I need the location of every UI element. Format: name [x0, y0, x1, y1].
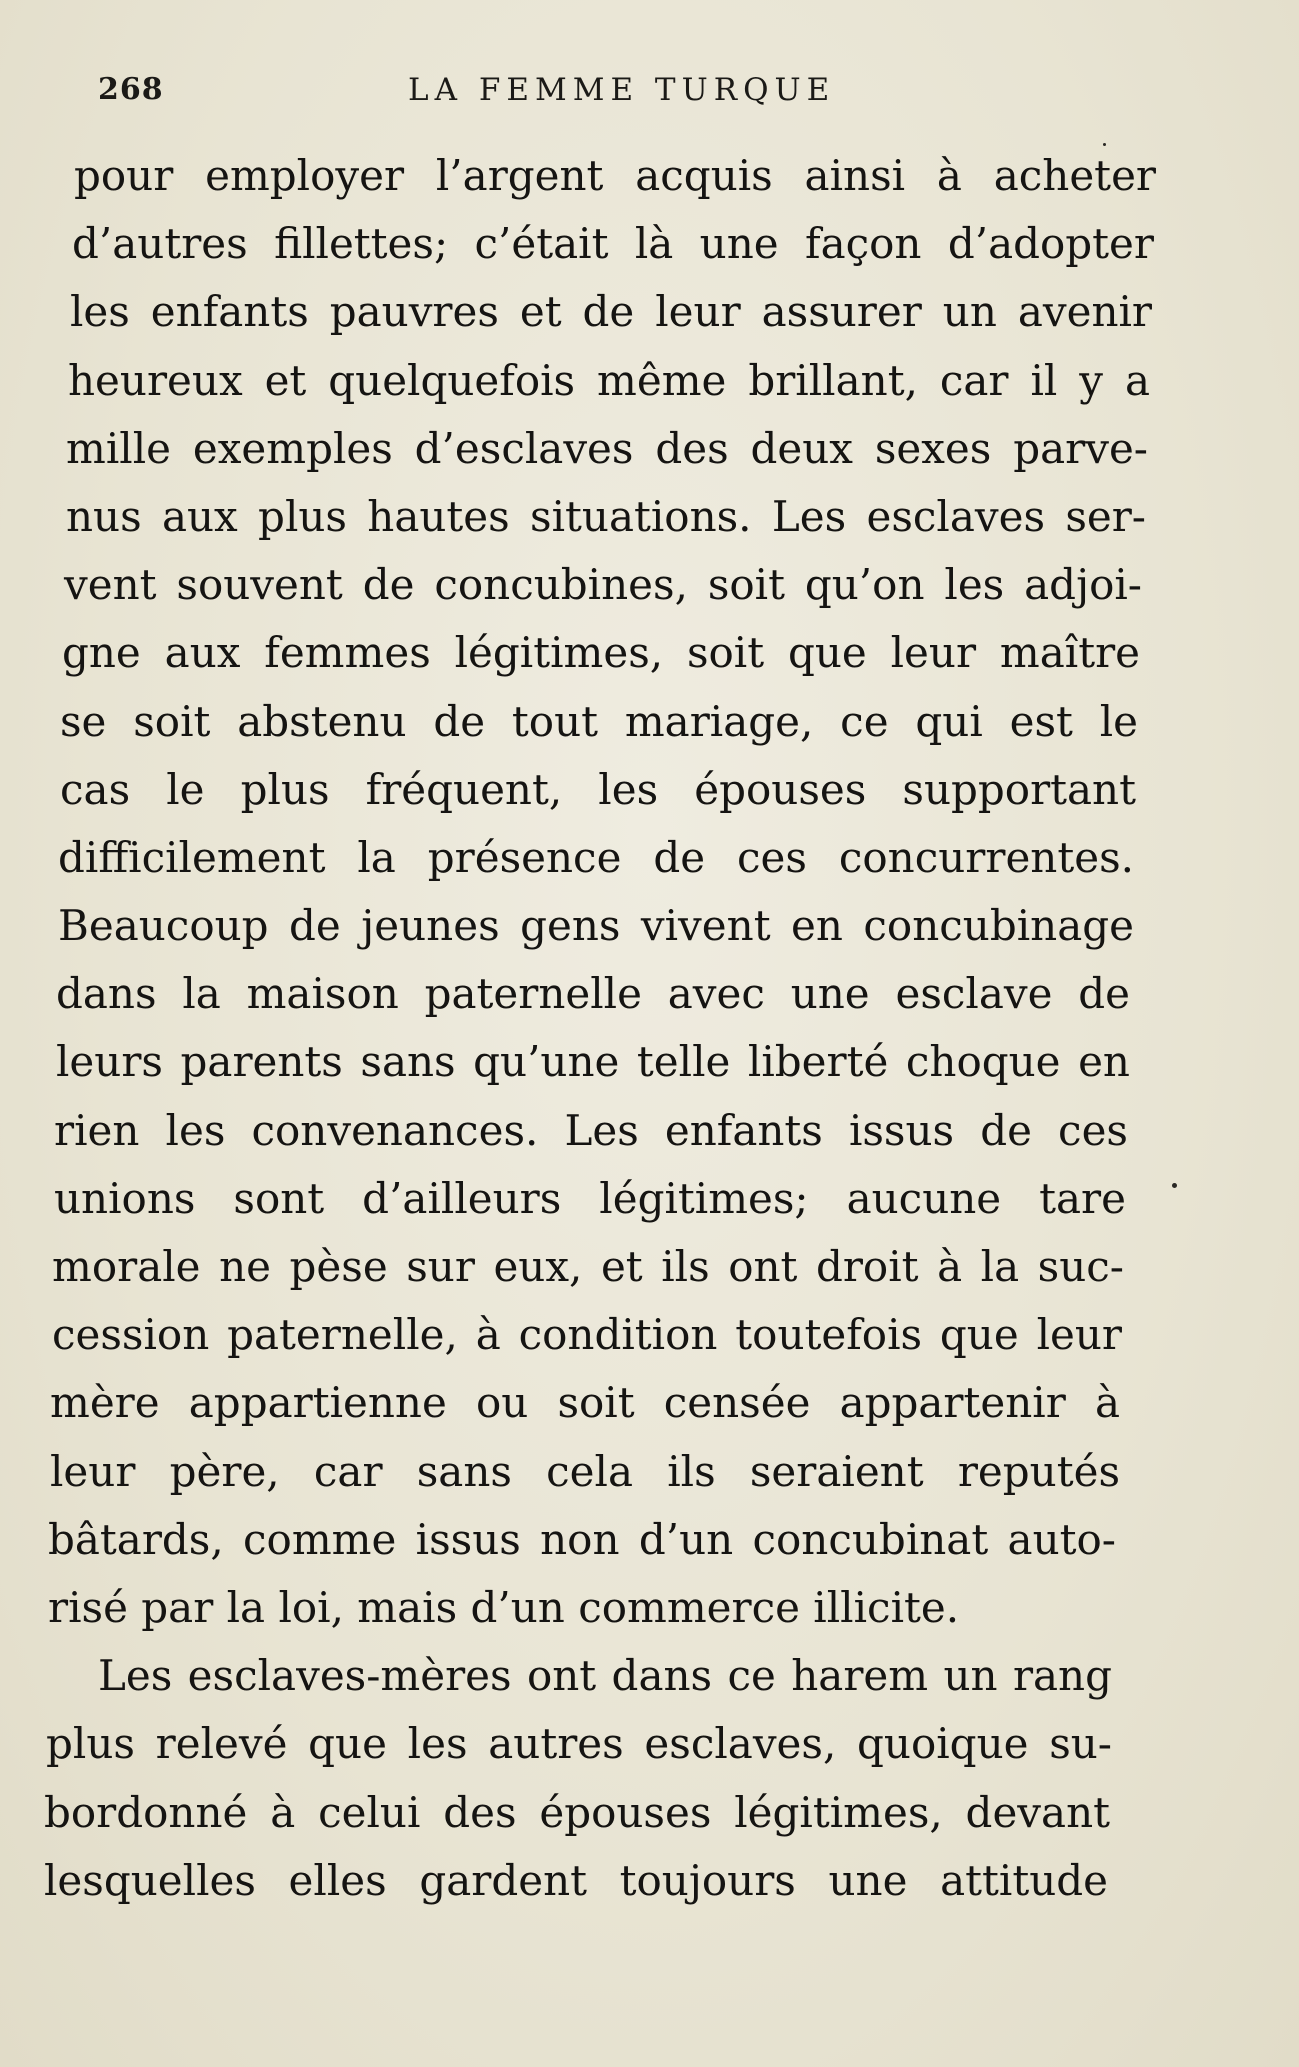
- text-line: mère appartienne ou soit censée appartenir à: [50, 1378, 1120, 1428]
- text-line: cas le plus fréquent, les épouses supportant: [60, 764, 1136, 814]
- text-line: mille exemples d’esclaves des deux sexes parve-: [66, 423, 1148, 473]
- text-line: d’autres fillettes; c’était là une façon d’adopter: [72, 219, 1154, 269]
- text-line: se soit abstenu de tout mariage, ce qui est le: [60, 696, 1138, 746]
- paper-speck: [1103, 143, 1106, 146]
- running-title: LA FEMME TURQUE: [408, 72, 836, 108]
- text-line: Beaucoup de jeunes gens vivent en concubinage: [58, 901, 1134, 951]
- text-line: risé par la loi, mais d’un commerce illicite.: [48, 1582, 960, 1632]
- body-text: [44, 142, 1160, 1915]
- text-line: morale ne pèse sur eux, et ils ont droit à la suc-: [52, 1242, 1124, 1291]
- text-line: Les esclaves-mères ont dans ce harem un rang: [98, 1651, 1112, 1701]
- running-head: [98, 72, 1158, 120]
- text-line: bordonné à celui des épouses légitimes, devant: [44, 1787, 1110, 1837]
- text-line: les enfants pauvres et de leur assurer un avenir: [70, 287, 1152, 337]
- text-line: leur père, car sans cela ils seraient reputés: [50, 1446, 1120, 1496]
- page-number: 268: [98, 72, 164, 107]
- text-line: rien les convenances. Les enfants issus de ces: [54, 1105, 1128, 1155]
- text-line: vent souvent de concubines, soit qu’on les adjoi-: [64, 560, 1142, 610]
- text-line: difficilement la présence de ces concurrentes.: [58, 832, 1134, 882]
- text-line: bâtards, comme issus non d’un concubinat auto-: [48, 1514, 1116, 1564]
- text-line: heureux et quelquefois même brillant, car il y a: [68, 355, 1150, 405]
- text-line: cession paternelle, à condition toutefois que leur: [52, 1310, 1122, 1360]
- text-line: dans la maison paternelle avec une esclave de: [56, 969, 1130, 1019]
- text-line: lesquelles elles gardent toujours une attitude: [44, 1855, 1108, 1905]
- paper-speck: [1172, 1183, 1177, 1188]
- text-line: unions sont d’ailleurs légitimes; aucune tare: [54, 1173, 1126, 1223]
- text-line: pour employer l’argent acquis ainsi à acheter: [74, 151, 1156, 200]
- text-line: gne aux femmes légitimes, soit que leur maître: [62, 628, 1140, 678]
- text-line: plus relevé que les autres esclaves, quoique su-: [46, 1719, 1112, 1769]
- text-line: leurs parents sans qu’une telle liberté choque en: [56, 1037, 1130, 1087]
- text-line: nus aux plus hautes situations. Les esclaves ser-: [66, 491, 1146, 541]
